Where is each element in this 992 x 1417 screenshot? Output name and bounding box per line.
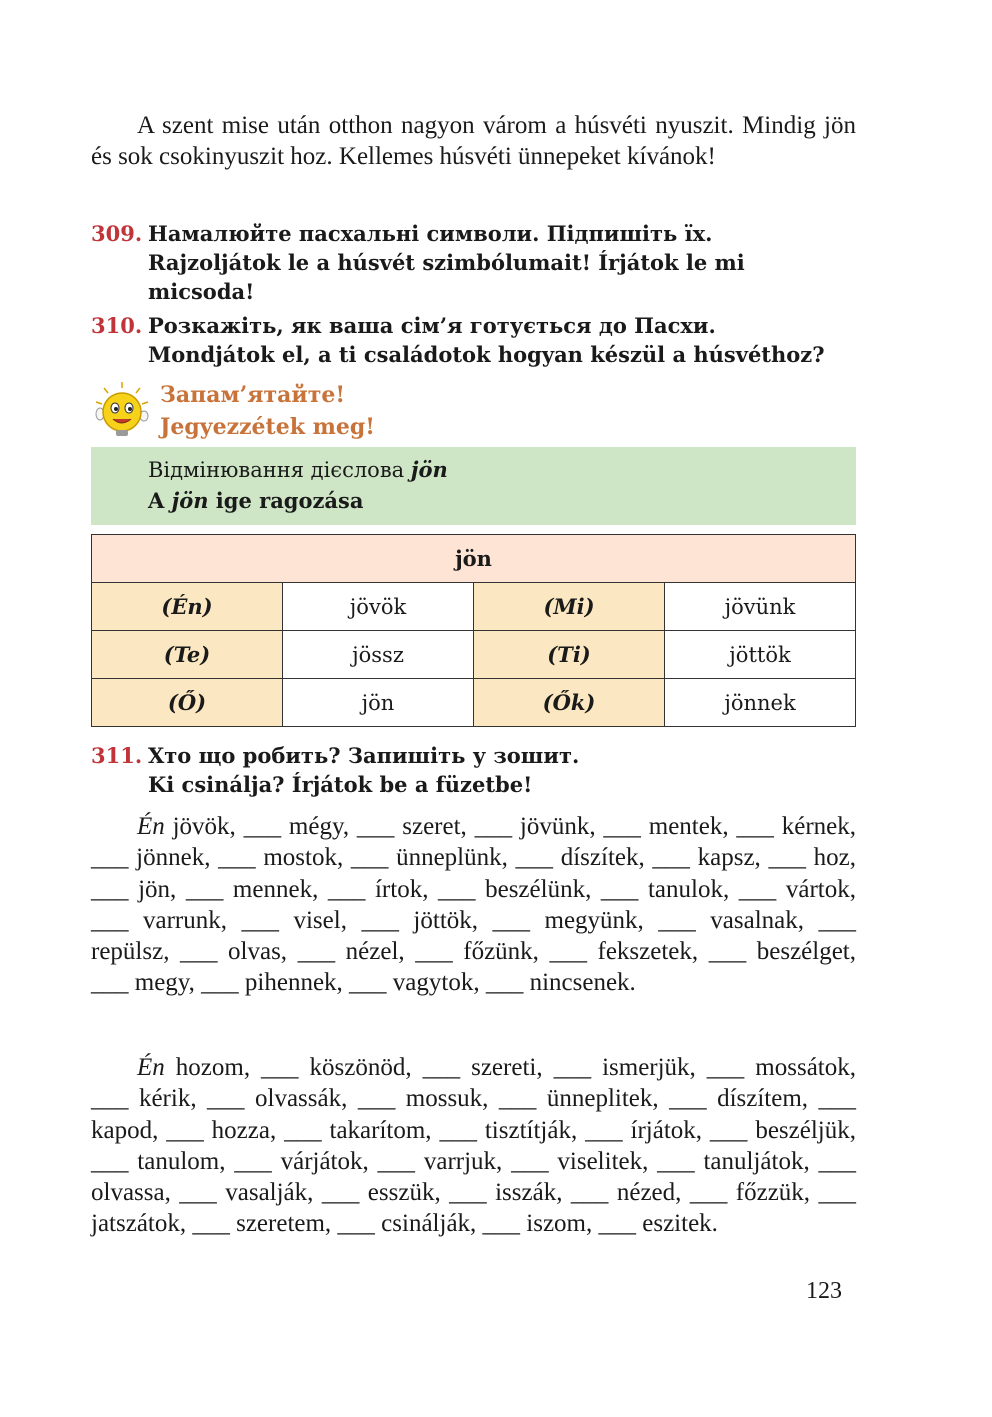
- table-header-row: [92, 535, 856, 583]
- rule-title-text: ige ragozása: [208, 488, 364, 513]
- task-number: 311.: [91, 743, 143, 768]
- pronoun-cell: (Mi): [474, 583, 665, 631]
- intro-line: A szent mise után otthon nagyon várom a húsvéti nyuszit.: [137, 112, 734, 139]
- rule-verb: jön: [171, 488, 209, 513]
- exercise-first-word: Én: [137, 813, 165, 840]
- pronoun-cell: (Te): [92, 631, 283, 679]
- table-header: jön: [92, 535, 856, 583]
- task-line: Намалюйте пасхальні символи. Підпишіть їх.: [148, 221, 713, 246]
- table-row: [92, 583, 856, 631]
- rule-verb: jön: [410, 457, 448, 482]
- task-line: Mondjátok el, a ti családotok hogyan készül a húsvéthoz?: [148, 342, 825, 367]
- exercise-text: jövök, ___ mégy, ___ szeret, ___ jövünk, ___ mentek, ___ kérnek, ___ jönnek, ___ mostok, ___ ünneplünk, ___ díszítek, ___ kapsz, ___ hoz, ___ jön, ___ mennek, ___ írtok, ___ beszélünk, ___ tanulok, ___ vártok, ___ varrunk, ___ visel, ___ jöttök, ___ megyünk, ___ vasalnak, ___ repülsz, ___ olvas, ___ nézel, ___ főzünk, ___ fekszetek, ___ beszélget, ___ megy, ___ pihennek, ___ vagytok, ___ nincsenek.: [91, 813, 856, 997]
- verb-form-cell: jössz: [283, 631, 474, 679]
- pronoun-cell: (Ő): [92, 679, 283, 727]
- page-number: 123: [806, 1278, 842, 1304]
- intro-line: kívánok!: [627, 143, 716, 170]
- task-line: Rajzoljátok le a húsvét szimbólumait! Írjátok le mi: [148, 250, 745, 275]
- verb-form-cell: jönnek: [665, 679, 856, 727]
- table-row: [92, 679, 856, 727]
- verb-form-cell: jöttök: [665, 631, 856, 679]
- pronoun-cell: (Én): [92, 583, 283, 631]
- remember-line-uk: Запам’ятайте!: [160, 382, 345, 408]
- conjugation-table: [91, 534, 856, 727]
- task-number: 310.: [91, 313, 143, 338]
- task-line: Ki csinálja? Írjátok be a füzetbe!: [148, 772, 533, 797]
- task-310-instructions: [148, 311, 868, 369]
- exercise-paragraph-2: [91, 1052, 856, 1240]
- task-311-instructions: [148, 741, 868, 799]
- pronoun-cell: (Ők): [474, 679, 665, 727]
- exercise-first-word: Én: [137, 1054, 165, 1081]
- exercise-text: hozom, ___ köszönöd, ___ szereti, ___ ismerjük, ___ mossátok, ___ kérik, ___ olvassák, ___ mossuk, ___ ünneplitek, ___ díszítem, ___ kapod, ___ hozza, ___ takarítom, ___ tisztítják, ___ írjátok, ___ beszéljük, ___ tanulom, ___ várjátok, ___ varrjuk, ___ viselitek, ___ tanuljátok, ___ olvassa, ___ vasalják, ___ esszük, ___ isszák, ___ nézed, ___ főzzük, ___ jatszátok, ___ szeretem, ___ csinálják, ___ iszom, ___ eszitek.: [91, 1054, 856, 1238]
- task-number: 309.: [91, 221, 143, 246]
- table-row: [92, 631, 856, 679]
- lightbulb-mascot-icon: [92, 380, 152, 440]
- verb-form-cell: jövök: [283, 583, 474, 631]
- intro-line: Mindig jön és sok csokinyuszit hoz. Kellemes húsvéti ünnepeket: [91, 112, 857, 170]
- task-309-instructions: [148, 219, 868, 306]
- rule-title-hu: [148, 486, 363, 516]
- verb-form-cell: jön: [283, 679, 474, 727]
- task-line: Розкажіть, як ваша сім’я готується до Пасхи.: [148, 313, 716, 338]
- rule-title-text: Відмінювання дієслова: [148, 458, 411, 482]
- rule-title-uk: [148, 455, 448, 485]
- pronoun-cell: (Ti): [474, 631, 665, 679]
- task-line: micsoda!: [148, 279, 255, 304]
- verb-form-cell: jövünk: [665, 583, 856, 631]
- task-line: Хто що робить? Запишіть у зошит.: [148, 743, 580, 768]
- rule-title-text: A: [148, 488, 172, 513]
- intro-paragraph: [91, 110, 856, 172]
- remember-heading: [160, 379, 375, 443]
- exercise-paragraph-1: [91, 811, 856, 999]
- remember-line-hu: Jegyezzétek meg!: [160, 414, 375, 440]
